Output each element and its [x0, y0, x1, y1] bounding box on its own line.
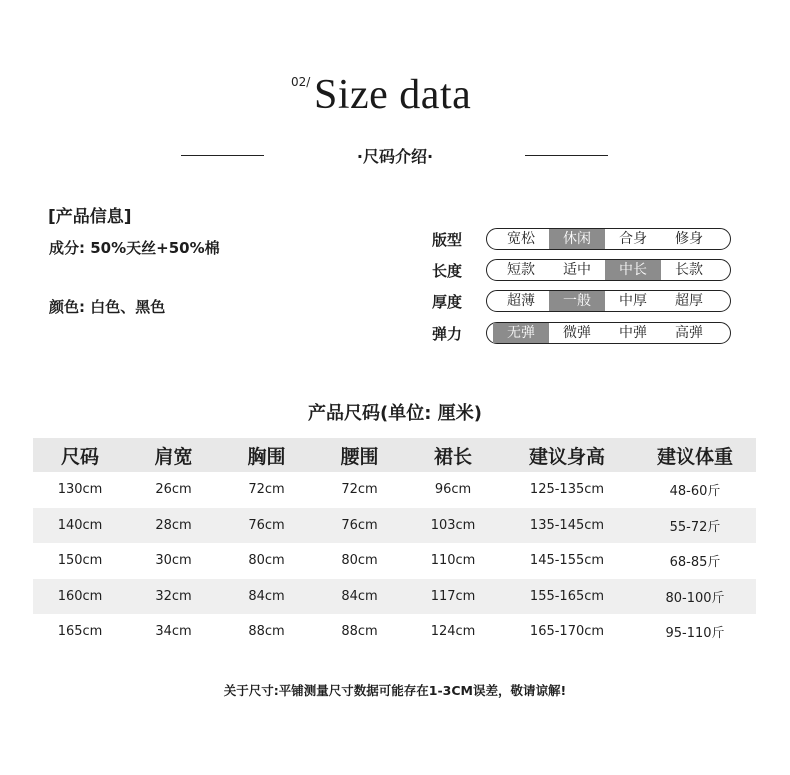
attribute-option: 中厚: [619, 293, 647, 309]
attribute-label: 厚度: [432, 293, 463, 311]
table-cell: 145-155cm: [529, 553, 605, 569]
table-cell: 72cm: [248, 482, 285, 498]
table-cell: 76cm: [341, 517, 378, 533]
table-cell: 130cm: [57, 482, 103, 498]
table-cell: 80cm: [341, 553, 378, 569]
attribute-option: 中弹: [619, 325, 647, 341]
section-number: 02/: [291, 75, 311, 89]
divider-right: [525, 155, 608, 156]
size-table-title: 产品尺码(单位: 厘米): [308, 403, 482, 424]
attribute-option: 修身: [675, 231, 703, 247]
attribute-option: 超薄: [507, 293, 535, 309]
attribute-option: 合身: [619, 231, 647, 247]
table-cell: 165cm: [57, 624, 103, 640]
table-cell: 80cm: [248, 553, 285, 569]
attribute-option: 微弹: [563, 325, 591, 341]
attribute-option-selected: 无弹: [493, 323, 549, 343]
table-cell: 84cm: [341, 588, 378, 604]
table-header-cell: 腰围: [340, 445, 379, 468]
table-row: [33, 472, 756, 508]
table-cell: 48-60斤: [669, 484, 721, 500]
table-cell: 140cm: [57, 517, 103, 533]
table-row: [33, 543, 756, 579]
table-cell: 150cm: [57, 553, 103, 569]
table-body: [33, 472, 756, 650]
table-row: [33, 508, 756, 544]
table-cell: 155-165cm: [529, 588, 605, 604]
attribute-option: 高弹: [675, 325, 703, 341]
table-cell: 110cm: [430, 553, 476, 569]
table-cell: 68-85斤: [669, 555, 721, 571]
table-cell: 84cm: [248, 588, 285, 604]
size-table: [33, 438, 756, 650]
attribute-option-selected: 中长: [605, 260, 661, 280]
table-cell: 88cm: [341, 624, 378, 640]
table-cell: 96cm: [434, 482, 472, 498]
attribute-scale: [486, 259, 731, 281]
attribute-scale: [486, 228, 731, 250]
size-footnote: 关于尺寸:平铺测量尺寸数据可能存在1-3CM误差，敬请谅解!: [223, 683, 567, 698]
table-cell: 117cm: [430, 588, 476, 604]
product-info-title: [产品信息]: [48, 207, 132, 227]
table-cell: 30cm: [155, 553, 192, 569]
attribute-option-selected: 休闲: [549, 229, 605, 249]
product-color: 颜色: 白色、黑色: [49, 298, 166, 316]
table-cell: 95-110斤: [665, 626, 725, 642]
table-cell: 165-170cm: [529, 624, 605, 640]
table-cell: 160cm: [57, 588, 103, 604]
table-cell: 76cm: [248, 517, 285, 533]
attribute-label: 版型: [432, 231, 463, 249]
table-cell: 80-100斤: [665, 590, 725, 606]
attribute-scale: [486, 290, 731, 312]
table-cell: 88cm: [248, 624, 285, 640]
table-header-row: [33, 438, 756, 472]
table-cell: 34cm: [155, 624, 192, 640]
table-cell: 28cm: [155, 517, 192, 533]
attribute-option: 短款: [507, 262, 535, 278]
attribute-option: 长款: [675, 262, 703, 278]
attribute-option: 超厚: [675, 293, 703, 309]
attribute-option-selected: 一般: [549, 291, 605, 311]
table-cell: 26cm: [155, 482, 192, 498]
attribute-label: 长度: [432, 262, 463, 280]
table-cell: 55-72斤: [669, 519, 721, 535]
table-cell: 125-135cm: [529, 482, 605, 498]
table-cell: 32cm: [155, 588, 192, 604]
table-header-cell: 建议体重: [656, 445, 733, 468]
divider-left: [181, 155, 264, 156]
table-row: [33, 614, 756, 650]
attribute-label: 弹力: [432, 325, 463, 343]
page-title: Size data: [314, 72, 472, 118]
table-cell: 103cm: [430, 517, 476, 533]
table-row: [33, 579, 756, 615]
table-header-cell: 肩宽: [154, 445, 193, 468]
table-header-cell: 建议身高: [528, 445, 605, 468]
page-subtitle: ·尺码介绍·: [356, 147, 434, 166]
table-header-cell: 尺码: [60, 445, 99, 468]
attribute-scale: [486, 322, 731, 344]
table-cell: 124cm: [430, 624, 476, 640]
attribute-option: 适中: [563, 262, 591, 278]
table-cell: 72cm: [341, 482, 378, 498]
table-cell: 135-145cm: [529, 517, 605, 533]
table-header-cell: 裙长: [433, 445, 472, 468]
product-composition: 成分: 50%天丝+50%棉: [49, 239, 220, 257]
attribute-option: 宽松: [507, 231, 535, 247]
table-header-cell: 胸围: [247, 445, 286, 468]
